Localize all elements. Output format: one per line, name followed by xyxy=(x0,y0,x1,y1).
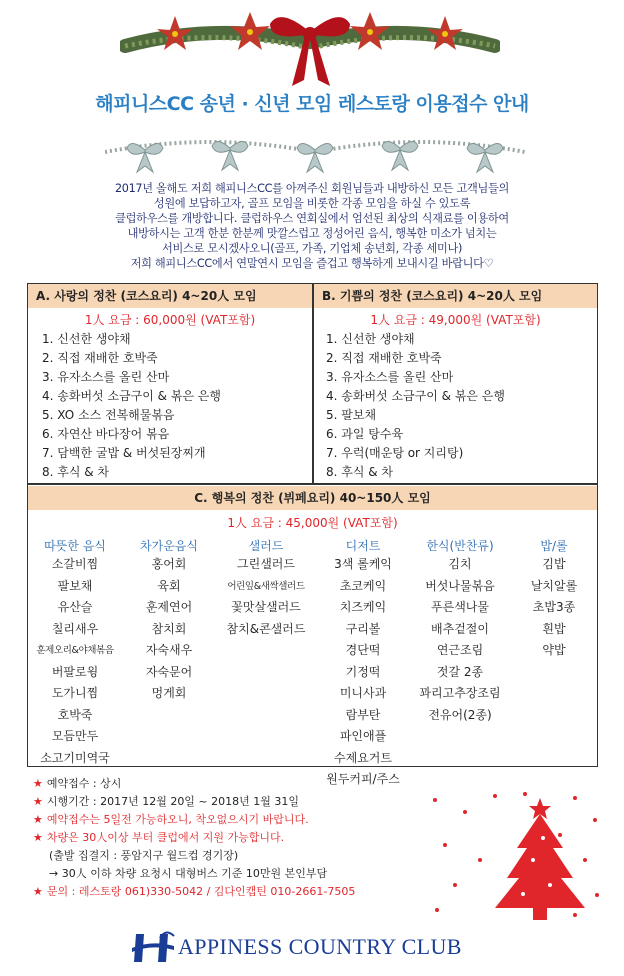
course-b-menu xyxy=(326,330,505,482)
menu-item: 2. 직접 재배한 호박죽 xyxy=(42,351,158,365)
dish: 배추겉절이 xyxy=(431,621,489,636)
ribbon-garland-image xyxy=(105,122,525,182)
dish: 버섯나물볶음 xyxy=(425,578,495,593)
dish: 미니사과 xyxy=(339,686,387,700)
dish: 원두커피/주스 xyxy=(326,772,400,786)
dish: 날치알롤 xyxy=(530,578,578,593)
dish: 젓갈 2종 xyxy=(436,664,484,679)
dish: 버팔로윙 xyxy=(51,664,99,679)
dish: 연근조림 xyxy=(436,643,484,657)
intro-line: 클럽하우스를 개방합니다. 클럽하우스 연회실에서 엄선된 최상의 식재료를 이용하여 xyxy=(115,212,509,226)
menu-item: 4. 송화버섯 소금구이 & 볶은 은행 xyxy=(42,389,221,403)
club-name: APPINESS COUNTRY CLUB xyxy=(178,934,462,959)
note-item xyxy=(33,811,433,829)
note-subitem: → 30人 이하 차량 요청시 대형버스 기준 10만원 본인부담 xyxy=(49,867,328,880)
dish: 어린잎&새싹샐러드 xyxy=(227,580,305,592)
dish: 유산슬 xyxy=(57,600,93,614)
dish: 김밥 xyxy=(542,557,566,571)
star-icon: ★ xyxy=(33,777,43,790)
course-a-header: A. 사랑의 정찬 (코스요리) 4~20人 모임 xyxy=(28,284,312,308)
menu-item: 6. 자연산 바다장어 볶음 xyxy=(42,427,170,441)
dish: 팔보채 xyxy=(57,578,93,593)
club-logo-icon xyxy=(130,930,176,966)
course-a-menu xyxy=(42,330,221,482)
category-label: 밥/롤 xyxy=(540,539,568,553)
dish: 수제요거트 xyxy=(334,750,392,765)
buffet-column-cold xyxy=(122,554,216,705)
page-title: 해피니스CC 송년 · 신년 모임 레스토랑 이용접수 안내 xyxy=(95,93,529,115)
dish: 치즈케익 xyxy=(339,600,387,614)
dish: 초코케익 xyxy=(339,578,387,593)
dish: 꽈리고추장조림 xyxy=(419,686,501,700)
dish: 꽃맛살샐러드 xyxy=(231,600,301,614)
dish: 훈제오리&야채볶음 xyxy=(36,645,114,656)
dish: 호박죽 xyxy=(57,707,93,722)
dish: 칠리새우 xyxy=(51,621,99,636)
note-subitem: (출발 집결지 : 풍암지구 월드컵 경기장) xyxy=(49,849,239,862)
menu-item: 5. XO 소스 전복해물볶음 xyxy=(42,408,175,422)
dish: 소갈비찜 xyxy=(51,557,99,571)
buffet-column-warm xyxy=(28,554,122,769)
menu-item: 1. 신선한 생야채 xyxy=(326,332,415,346)
christmas-garland-image xyxy=(120,2,500,88)
dish: 도가니찜 xyxy=(51,686,99,700)
note-item xyxy=(33,793,433,811)
dish: 흰밥 xyxy=(542,621,566,636)
intro-paragraph xyxy=(40,181,584,272)
intro-line: 내방하시는 고객 한분 한분께 맛깔스럽고 정성어린 음식, 행복한 미소가 넘치는 xyxy=(127,227,497,241)
star-icon: ★ xyxy=(33,831,43,844)
menu-item: 7. 담백한 굴밥 & 버섯된장찌개 xyxy=(42,446,206,460)
note-text: 예약접수는 5일전 가능하오니, 착오없으시기 바랍니다. xyxy=(46,813,309,826)
menu-item: 1. 신선한 생야채 xyxy=(42,332,131,346)
dish: 푸른색나물 xyxy=(431,600,489,614)
dish: 약밥 xyxy=(542,643,566,657)
dish: 구리볼 xyxy=(345,621,381,636)
menu-item: 4. 송화버섯 소금구이 & 볶은 은행 xyxy=(326,389,505,403)
note-text: 예약접수 : 상시 xyxy=(46,777,122,790)
menu-item: 3. 유자소스를 올린 산마 xyxy=(326,370,454,384)
star-icon: ★ xyxy=(33,813,43,826)
note-text: 시행기간 : 2017년 12월 20일 ~ 2018년 1월 31일 xyxy=(46,795,300,808)
note-item xyxy=(33,775,433,793)
category-label: 따뜻한 음식 xyxy=(44,539,106,553)
dish: 자숙문어 xyxy=(145,664,193,679)
note-item xyxy=(33,883,433,901)
buffet-price: 1人 요금 : 45,000원 (VAT포함) xyxy=(227,516,398,530)
note-item xyxy=(33,829,433,847)
dish: 3색 롤케익 xyxy=(334,557,392,571)
footer-logo-banner xyxy=(130,930,510,966)
menu-item: 3. 유자소스를 올린 산마 xyxy=(42,370,170,384)
course-a-price: 1人 요금 : 60,000원 (VAT포함) xyxy=(84,313,256,327)
menu-item: 8. 후식 & 차 xyxy=(326,465,394,479)
buffet-categories xyxy=(28,537,597,555)
dish: 김치 xyxy=(448,557,472,571)
buffet-column-dessert xyxy=(316,554,410,791)
menu-item: 5. 팔보채 xyxy=(326,408,377,422)
dish: 파인애플 xyxy=(339,729,387,743)
intro-line: 2017년 올해도 저희 해피니스CC를 아껴주신 회원님들과 내방하신 모든 고객님들의 xyxy=(114,182,510,195)
dish: 참치&콘샐러드 xyxy=(226,621,306,636)
menu-item: 2. 직접 재배한 호박죽 xyxy=(326,351,442,365)
course-b-header: B. 기쁨의 정찬 (코스요리) 4~20人 모임 xyxy=(314,284,597,308)
note-text: 차량은 30人이상 부터 클럽에서 지원 가능합니다. xyxy=(46,831,285,844)
dish: 초밥3종 xyxy=(532,600,576,614)
dish: 홍어회 xyxy=(151,557,187,571)
buffet-column-salad xyxy=(216,554,316,640)
star-icon: ★ xyxy=(33,795,43,808)
dish: 육회 xyxy=(157,578,181,593)
dish: 기정떡 xyxy=(345,664,381,679)
buffet-column-korean xyxy=(410,554,510,726)
dish: 참치회 xyxy=(151,621,187,636)
dish: 멍게회 xyxy=(151,686,187,700)
dish: 람부탄 xyxy=(345,707,381,722)
buffet-header: C. 행복의 정찬 (뷔페요리) 40~150人 모임 xyxy=(28,486,597,510)
row-divider xyxy=(28,483,597,485)
intro-line: 성원에 보답하고자, 골프 모임을 비롯한 각종 모임을 하실 수 있도록 xyxy=(153,197,471,211)
category-label: 한식(반찬류) xyxy=(426,539,494,553)
category-label: 샐러드 xyxy=(248,539,284,553)
course-b-price: 1人 요금 : 49,000원 (VAT포함) xyxy=(370,313,541,327)
dish: 소고기미역국 xyxy=(40,750,110,765)
dish: 훈제연어 xyxy=(145,600,193,614)
dish: 경단떡 xyxy=(345,643,381,657)
menu-item: 6. 과일 탕수육 xyxy=(326,427,404,441)
dish: 전유어(2종) xyxy=(428,707,492,722)
category-label: 디저트 xyxy=(345,539,381,553)
buffet-column-rice xyxy=(510,554,598,662)
menu-item: 8. 후식 & 차 xyxy=(42,465,110,479)
note-text: 문의 : 레스토랑 061)330-5042 / 김다인캡틴 010-2661-7505 xyxy=(46,885,356,898)
christmas-tree-image xyxy=(425,790,605,925)
category-label: 차가운음식 xyxy=(140,539,198,553)
intro-line: 서비스로 모시겠사오니(골프, 가족, 기업체 송년회, 각종 세미나) xyxy=(161,242,463,256)
dish: 그린샐러드 xyxy=(237,557,295,571)
intro-line: 저희 해피니스CC에서 연말연시 모임을 즐겁고 행복하게 보내시길 바랍니다♡ xyxy=(130,257,494,271)
reservation-notes xyxy=(33,775,433,901)
star-icon: ★ xyxy=(33,885,43,898)
menu-item: 7. 우럭(매운탕 or 지리탕) xyxy=(326,446,464,460)
dish: 자숙새우 xyxy=(145,643,193,657)
dish: 모듬만두 xyxy=(51,729,99,743)
